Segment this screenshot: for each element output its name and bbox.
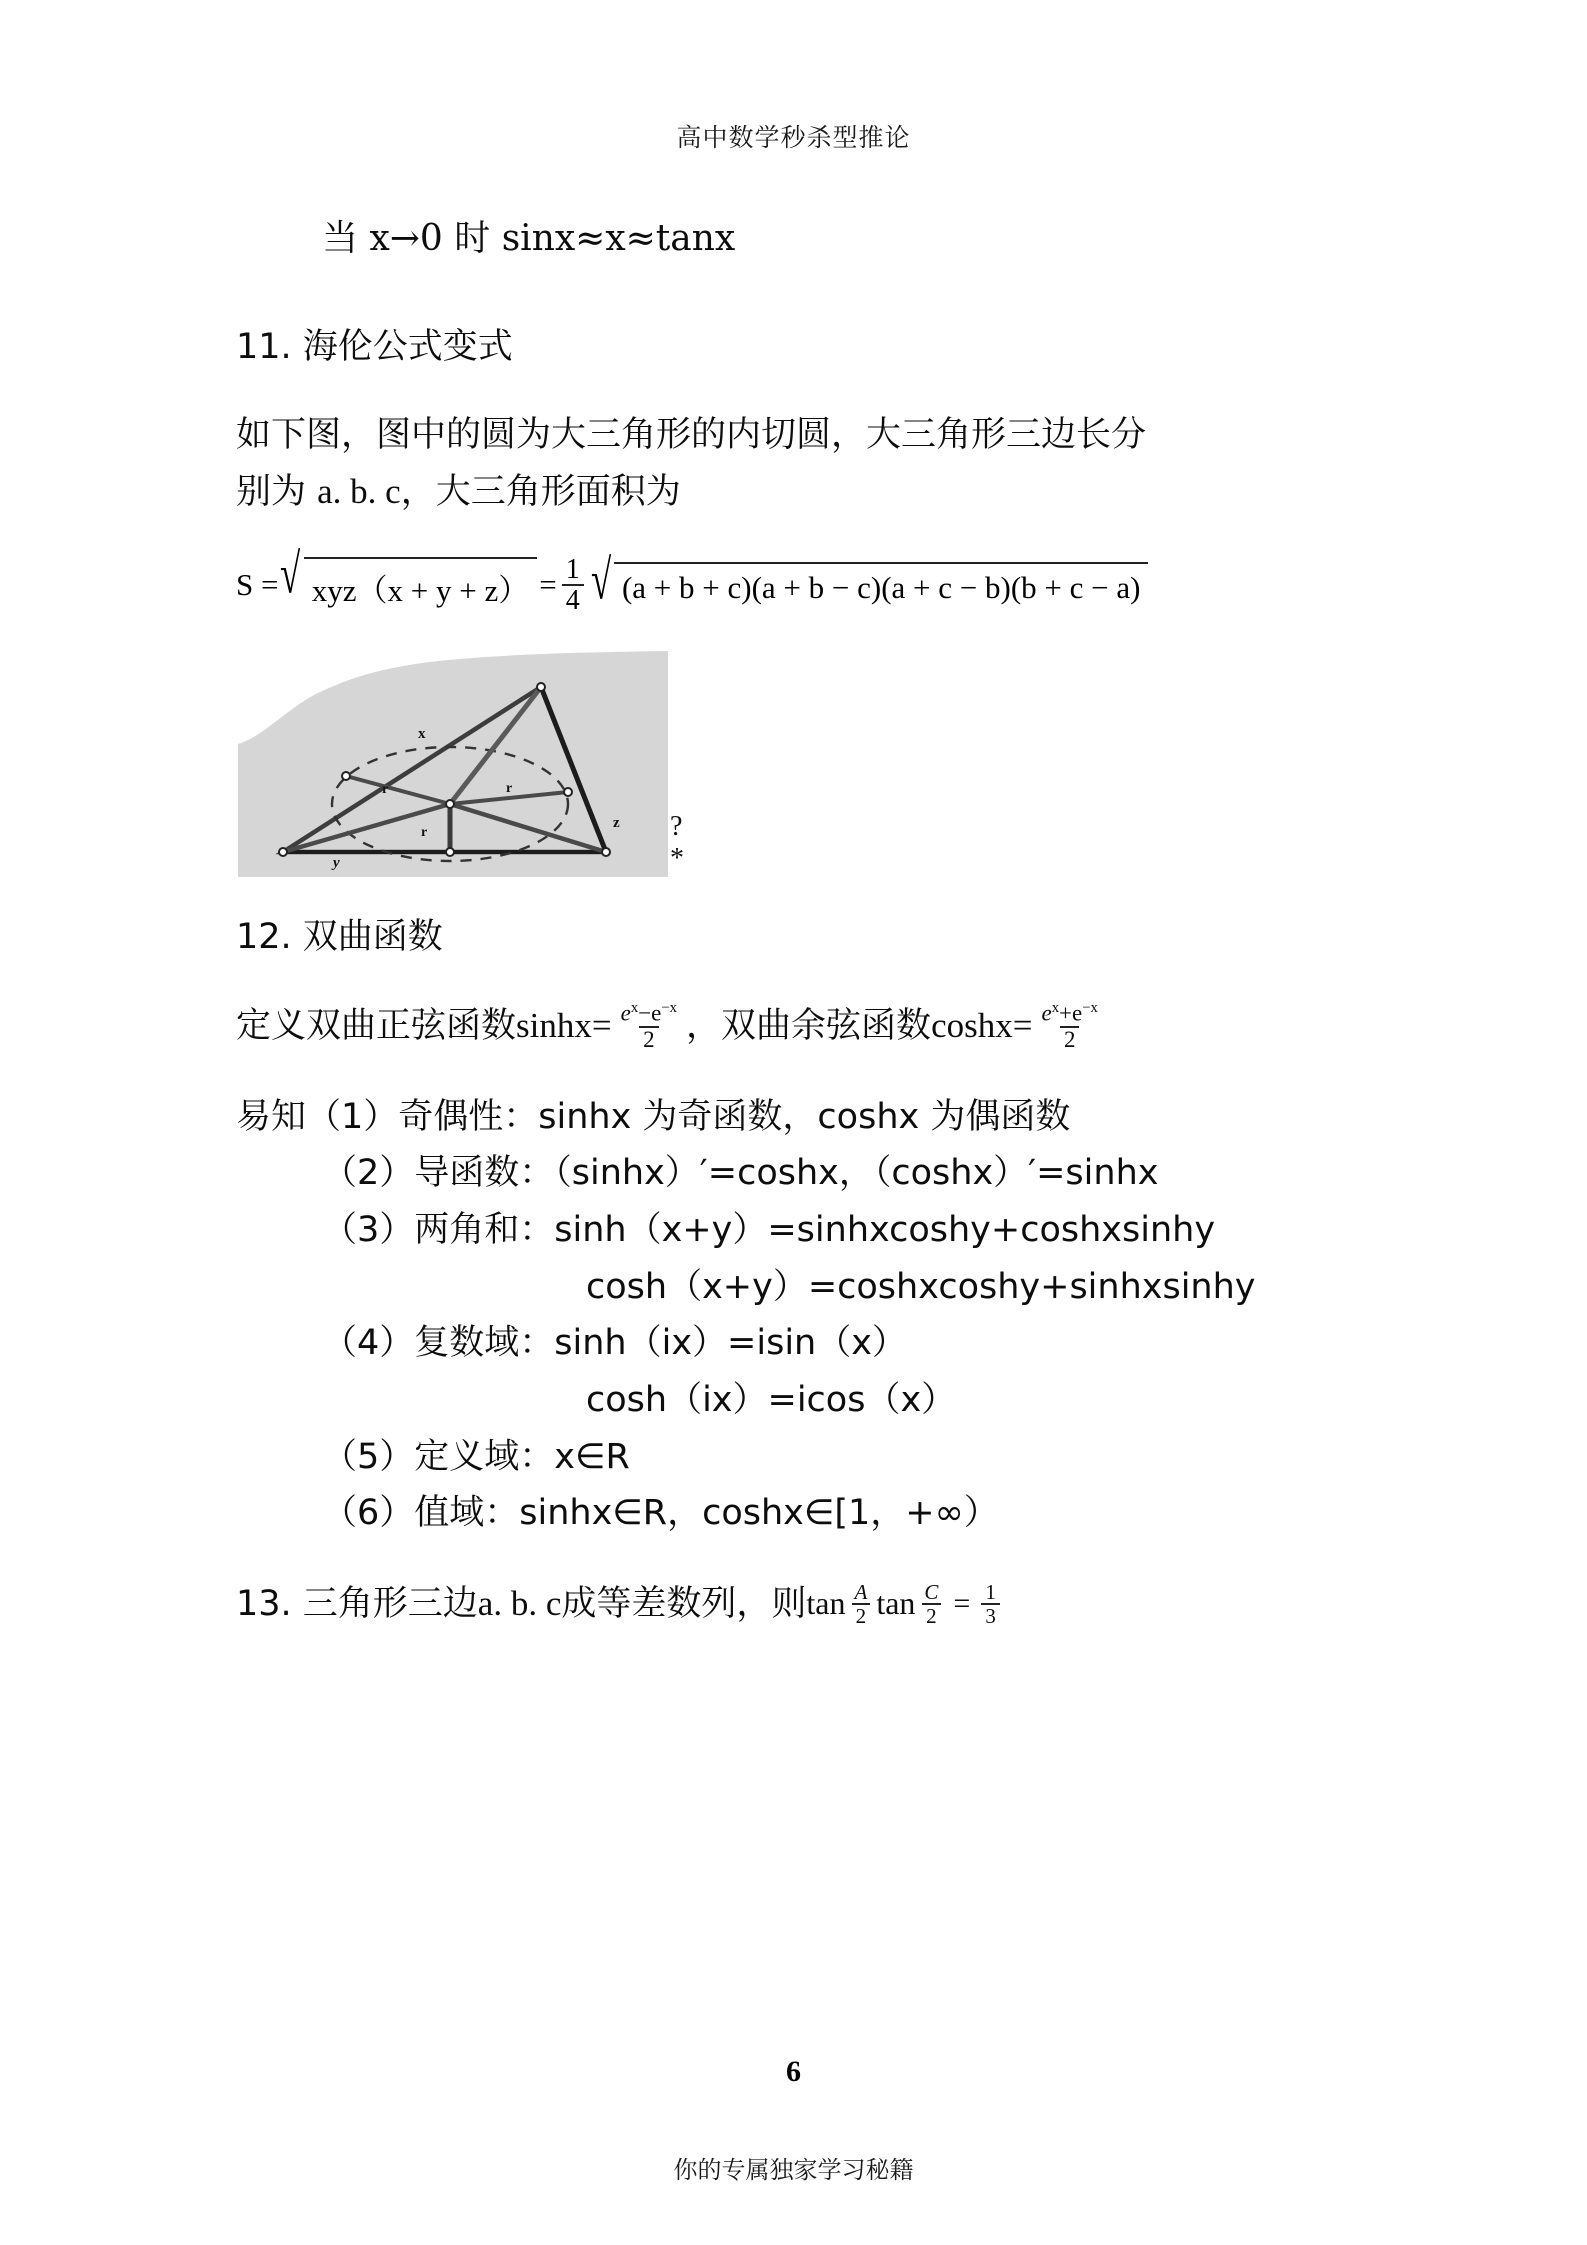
section-13-abc: a. b. c: [477, 1584, 562, 1624]
half-angle-A-numerator: A: [854, 1580, 868, 1605]
section-11-paragraph-line-2: [236, 464, 1356, 521]
cosh-num-base: e: [1041, 1000, 1052, 1026]
sinh-numerator: [617, 1001, 681, 1026]
tan-half-A: [806, 1578, 845, 1630]
cosh-numerator: [1037, 1001, 1101, 1026]
formula-equals: =: [539, 566, 557, 602]
section-13-equals: =: [953, 1587, 971, 1621]
radicand-abc: (a + b + c)(a + b − c)(a + c − b)(b + c − a): [614, 562, 1149, 608]
sinh-label: sinhx=: [516, 1005, 612, 1045]
spacer: [236, 615, 1356, 649]
page-number: 6: [786, 2055, 801, 2088]
figure-label-y: y: [333, 855, 340, 872]
para-text-b: ，大三角形面积为: [400, 471, 681, 512]
hyperbolic-property-domain: （5）定义域：x∈R: [322, 1436, 630, 1477]
radical-first: [280, 542, 537, 612]
cosh-fraction: [1037, 1001, 1101, 1052]
sides-abc-label: a. b. c: [317, 471, 401, 511]
half-angle-A-fraction: [850, 1581, 871, 1627]
hyperbolic-property-complex-sinh: （4）复数域：sinh（ix）=isin（x）: [322, 1323, 907, 1364]
definition-prefix: 定义双曲正弦函数: [236, 1005, 517, 1046]
hyperbolic-property-parity: 易知（1）奇偶性：sinhx 为奇函数，coshx 为偶函数: [236, 1096, 1071, 1137]
section-13-prefix: 13. 三角形三边: [236, 1584, 478, 1625]
coefficient-one-quarter: [562, 555, 584, 616]
sinh-num-exp1: x: [630, 999, 639, 1016]
half-angle-A-denominator: 2: [852, 1603, 871, 1627]
cosh-num-mid: +e: [1059, 1000, 1083, 1026]
hyperbolic-definition-line: [236, 998, 1356, 1055]
tan-label-2: tan: [876, 1585, 916, 1622]
hyperbolic-property-complex-cosh: cosh（ix）=icos（x）: [586, 1380, 957, 1420]
cosh-num-exp2: −x: [1082, 999, 1098, 1016]
sinh-denominator: 2: [639, 1026, 659, 1052]
heron-formula: [236, 542, 1356, 616]
spacer: [236, 1055, 1356, 1089]
section-11-paragraph-line-1: 如下图，图中的圆为大三角形的内切圆，大三角形三边长分: [236, 415, 1147, 456]
definition-middle: ，双曲余弦函数: [686, 1005, 932, 1046]
figure-label-r-bottom: r: [421, 825, 428, 841]
sinh-num-mid: −e: [638, 1000, 662, 1026]
sinh-fraction: [617, 1001, 681, 1052]
formula-lhs: S =: [236, 566, 279, 602]
figure-annotation-mark: ?*: [670, 811, 684, 875]
radical-sign-icon: √: [280, 542, 301, 606]
half-angle-C-fraction: [920, 1581, 942, 1627]
section-12-heading: 12. 双曲函数: [236, 917, 443, 958]
triangle-diagram-svg: [238, 649, 668, 877]
page-footer-note: 你的专属独家学习秘籍: [673, 2156, 914, 2184]
limit-approximation-line: 当 x→0 时 sinx≈x≈tanx: [322, 218, 736, 259]
coefficient-denominator: 4: [562, 584, 584, 615]
radicand-xyz: xyz（x + y + z）: [304, 557, 537, 612]
section-13-line: [236, 1576, 1356, 1633]
spacer: [236, 267, 1356, 321]
incircle-triangle-figure: [238, 649, 684, 877]
result-one-third-fraction: [981, 1581, 1000, 1627]
page-header: 高中数学秒杀型推论: [676, 123, 911, 152]
figure-label-r-left: r: [382, 782, 389, 798]
tan-label-1: tan: [806, 1585, 846, 1622]
hyperbolic-property-sum-cosh: cosh（x+y）=coshxcoshy+sinhxsinhy: [586, 1266, 1256, 1307]
hyperbolic-property-derivative: （2）导函数：（sinhx）′=coshx，（coshx）′=sinhx: [322, 1153, 1159, 1194]
section-11-heading: 11. 海伦公式变式: [236, 326, 513, 367]
cosh-label: coshx=: [931, 1005, 1033, 1045]
half-angle-C-numerator: C: [924, 1580, 939, 1605]
tan-half-C: [876, 1578, 915, 1630]
spacer: [236, 877, 1356, 911]
cosh-denominator: 2: [1060, 1026, 1080, 1052]
figure-label-z: z: [613, 815, 620, 832]
spacer: [236, 1542, 1356, 1576]
half-angle-C-denominator: 2: [922, 1603, 941, 1627]
figure-label-r-right: r: [506, 781, 513, 797]
spacer: [236, 373, 1356, 407]
para-text-a: 别为: [236, 471, 318, 512]
radical-second: [590, 548, 1149, 611]
spacer: [236, 964, 1356, 998]
result-denominator: 3: [981, 1603, 1000, 1627]
cosh-num-exp1: x: [1051, 999, 1060, 1016]
hyperbolic-property-range: （6）值域：sinhx∈R，coshx∈[1，+∞）: [322, 1493, 999, 1534]
radical-sign-icon: √: [590, 548, 611, 611]
sinh-num-exp2: −x: [661, 999, 678, 1016]
spacer: [236, 521, 1356, 555]
figure-label-x: x: [418, 726, 426, 743]
coefficient-numerator: 1: [565, 553, 580, 585]
sinh-num-base: e: [620, 1000, 631, 1026]
hyperbolic-property-sum-sinh: （3）两角和：sinh（x+y）=sinhxcoshy+coshxsinhy: [322, 1209, 1216, 1250]
document-body: [236, 212, 1356, 1633]
result-numerator: 1: [985, 1580, 996, 1605]
section-13-middle: 成等差数列，则: [561, 1584, 807, 1625]
